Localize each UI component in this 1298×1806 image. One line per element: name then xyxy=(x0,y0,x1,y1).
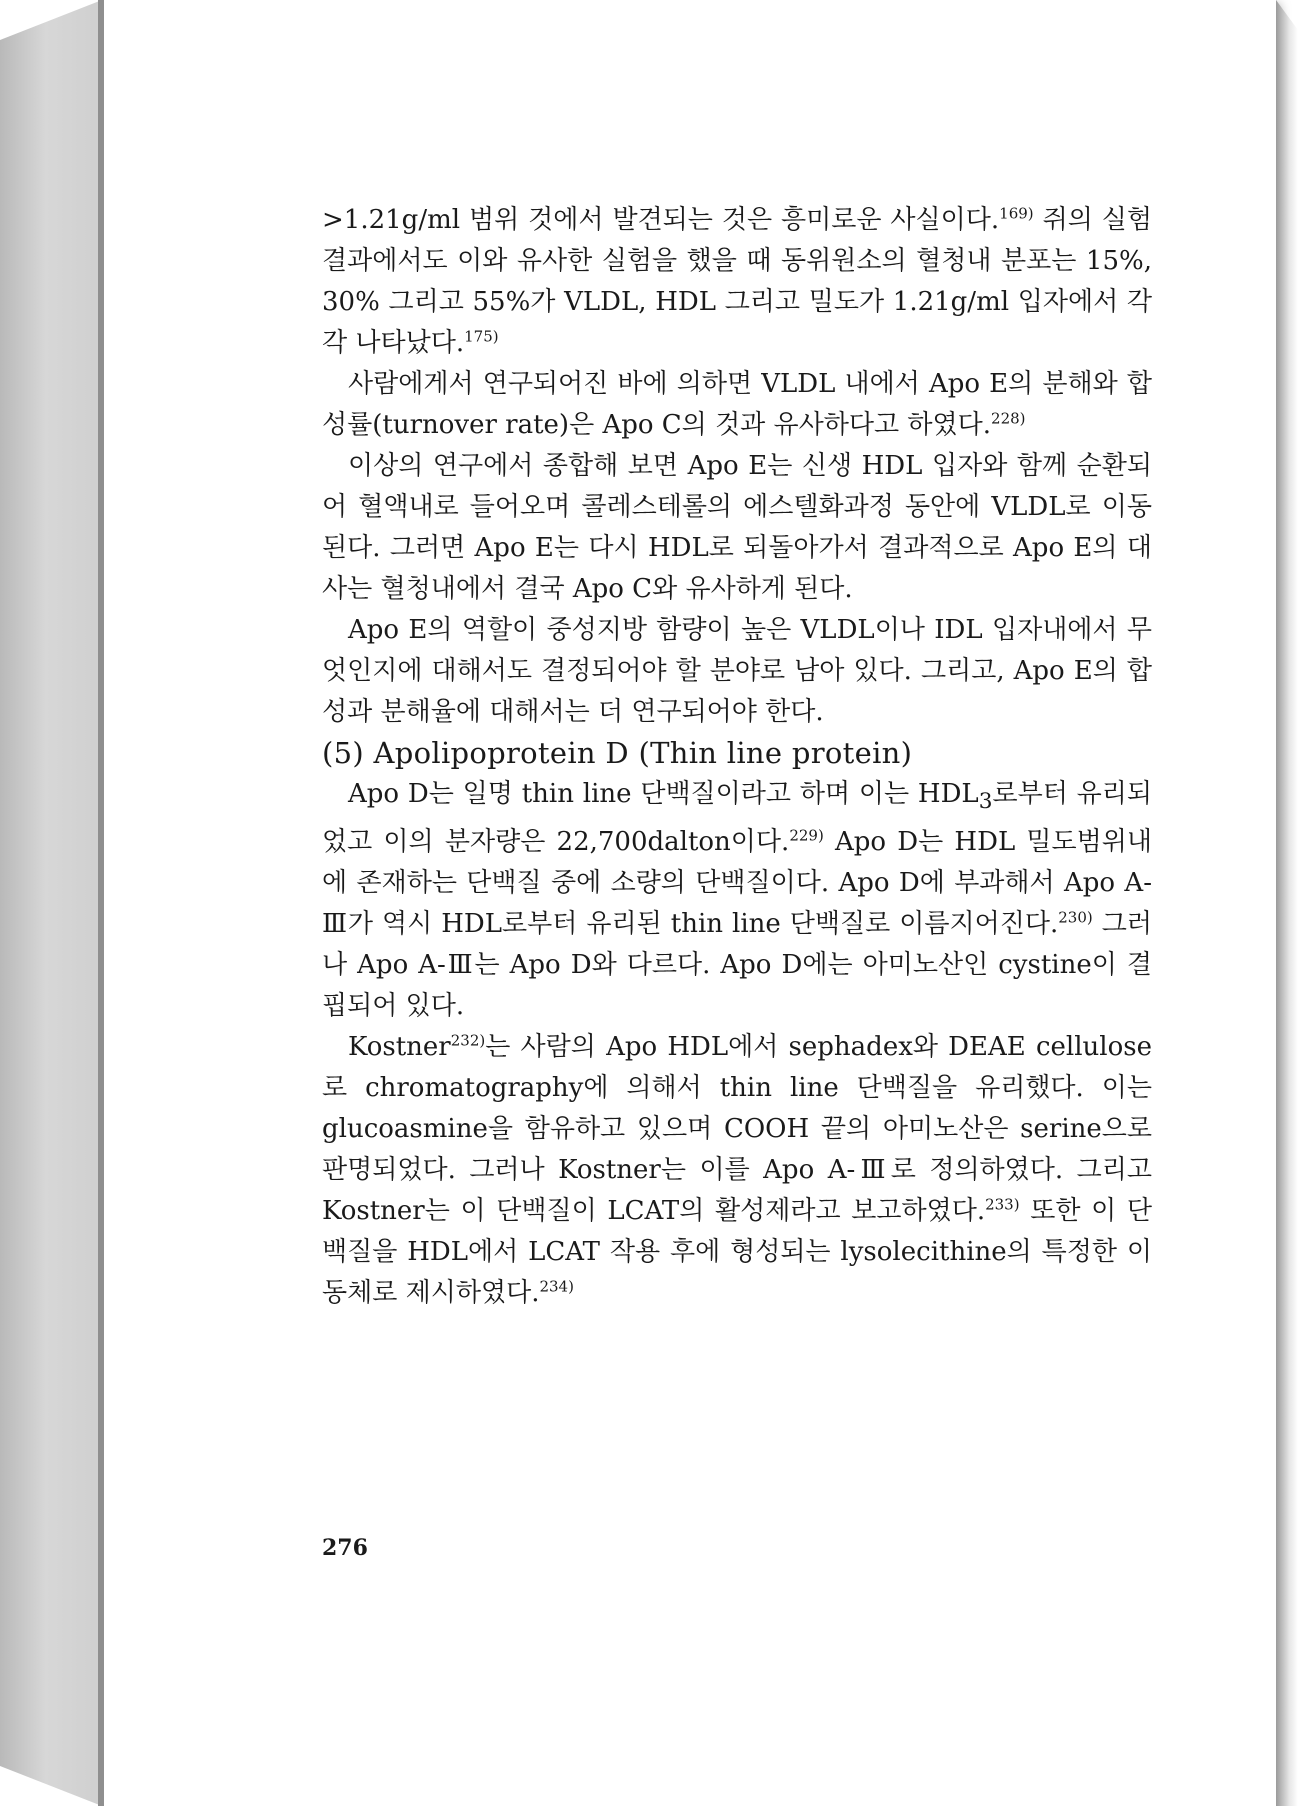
citation-superscript: 169) xyxy=(999,204,1034,223)
citation-superscript: 230) xyxy=(1058,908,1093,927)
section-heading xyxy=(322,733,1152,774)
text-run: Apo D는 HDL 밀도범위내에 존재하는 단백질 중에 소량의 단백질이다. Apo D에 부과해서 Apo A-Ⅲ가 역시 HDL로부터 유리된 thin line 단백질로 이름지어진다. xyxy=(322,827,1152,940)
book-spine xyxy=(0,0,102,1806)
text-run: (5) Apolipoprotein D (Thin line protein) xyxy=(322,736,913,770)
page-number: 276 xyxy=(322,1535,368,1561)
text-run: 쥐의 실험결과에서도 이와 유사한 실험을 했을 때 동위원소의 혈청내 분포는 15%, 30% 그리고 55%가 VLDL, HDL 그리고 밀도가 1.21g/ml 입자에서 각각 나타났다. xyxy=(322,205,1153,358)
page-body-text xyxy=(322,200,1152,1314)
citation-superscript: 228) xyxy=(991,409,1026,428)
text-run: 사람에게서 연구되어진 바에 의하면 VLDL 내에서 Apo E의 분해와 합성률(turnover rate)은 Apo C의 것과 유사하다고 하였다. xyxy=(322,369,1152,440)
text-run: 로부터 유리되었고 이의 분자량은 22,700dalton이다. xyxy=(322,779,1152,858)
text-run: 그러나 Apo A-Ⅲ는 Apo D와 다르다. Apo D에는 아미노산인 cystine이 결핍되어 있다. xyxy=(322,909,1153,1022)
citation-superscript: 233) xyxy=(985,1195,1020,1214)
paragraph xyxy=(322,774,1152,1027)
text-run: 이상의 연구에서 종합해 보면 Apo E는 신생 HDL 입자와 함께 순환되어 혈액내로 들어오며 콜레스테롤의 에스텔화과정 동안에 VLDL로 이동된다. 그러면 Apo E는 다시 HDL로 되돌아가서 결과적으로 Apo E의 대사는 혈청내에서 결국 Apo C와 유사하게 된다. xyxy=(322,451,1152,604)
text-run: Apo E의 역할이 중성지방 함량이 높은 VLDL이나 IDL 입자내에서 무엇인지에 대해서도 결정되어야 할 분야로 남아 있다. 그리고, Apo E의 합성과 분해율에 대해서는 더 연구되어야 한다. xyxy=(322,615,1152,727)
citation-superscript: 175) xyxy=(464,327,499,346)
page-edge-shadow xyxy=(1276,0,1298,1806)
paragraph xyxy=(322,446,1152,610)
paragraph xyxy=(322,610,1152,733)
text-run: 는 사람의 Apo HDL에서 sephadex와 DEAE cellulose로 chromatography에 의해서 thin line 단백질을 유리했다. 이는 glucoasmine을 함유하고 있으며 COOH 끝의 아미노산은 serine으로 판명되었다. 그러나 Kostner는 이를 Apo A-Ⅲ로 정의하였다. 그리고 Kostner는 이 단백질이 LCAT의 활성제라고 보고하였다. xyxy=(322,1032,1152,1227)
paragraph xyxy=(322,364,1152,446)
citation-superscript: 229) xyxy=(789,826,824,845)
text-run: >1.21g/ml 범위 것에서 발견되는 것은 흥미로운 사실이다. xyxy=(322,205,1000,235)
paragraph xyxy=(322,1027,1152,1314)
citation-superscript: 234) xyxy=(539,1277,574,1296)
text-run: Apo D는 일명 thin line 단백질이라고 하며 이는 HDL xyxy=(348,779,979,809)
text-run: Kostner xyxy=(348,1032,451,1063)
text-run: 또한 이 단백질을 HDL에서 LCAT 작용 후에 형성되는 lysolecithine의 특정한 이동체로 제시하였다. xyxy=(322,1196,1152,1309)
subscript: 3 xyxy=(978,789,993,815)
citation-superscript: 232) xyxy=(450,1031,486,1050)
paragraph xyxy=(322,200,1152,364)
